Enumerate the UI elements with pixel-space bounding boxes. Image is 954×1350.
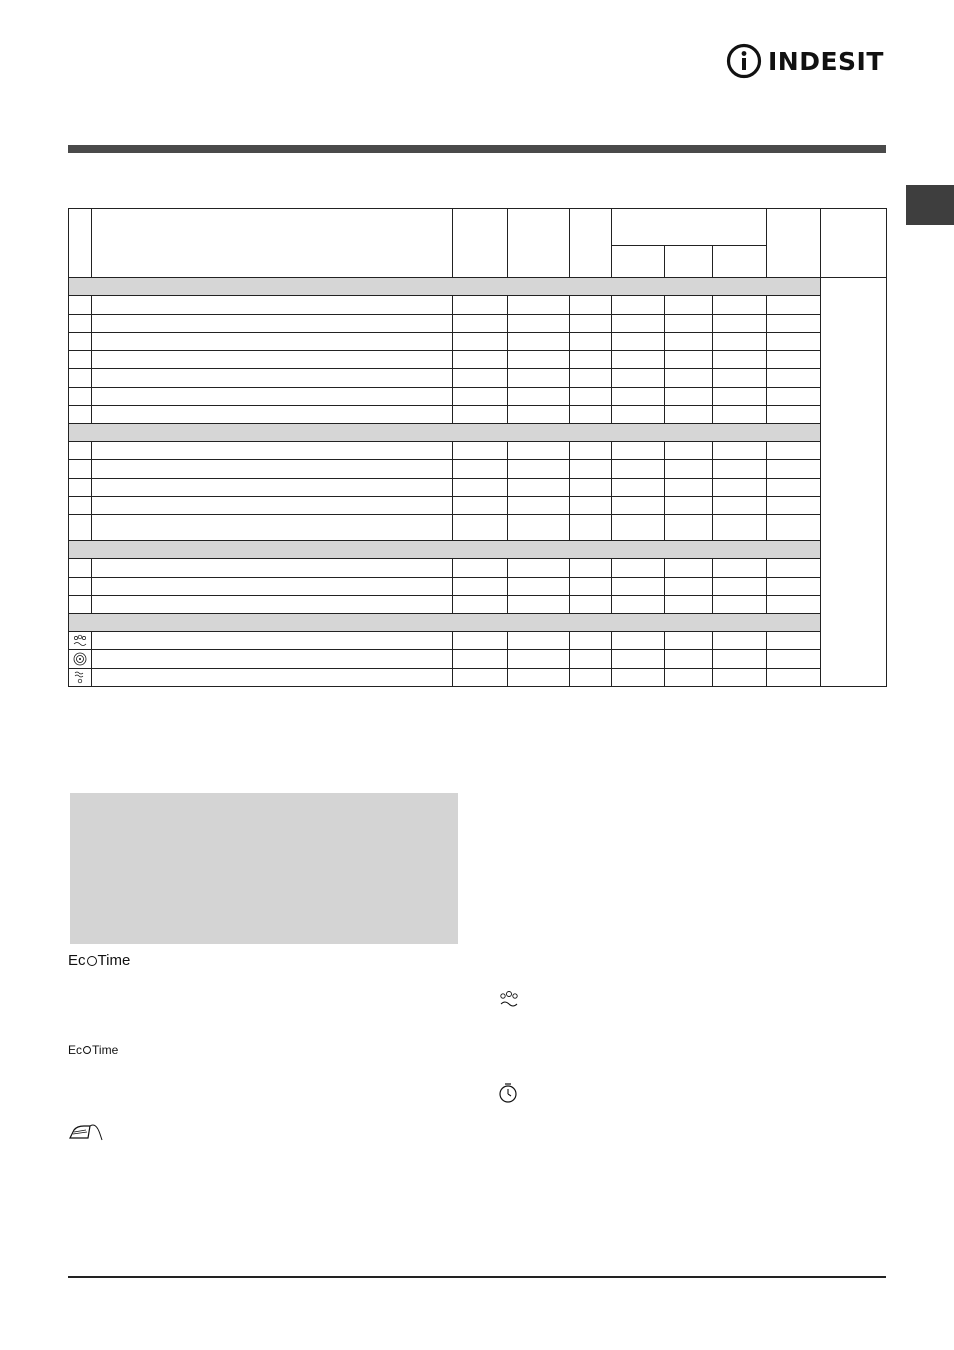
header-cell-programme xyxy=(92,209,453,278)
table-cell xyxy=(92,387,453,405)
table-cell xyxy=(570,632,612,650)
ecotime-small-tail: Time xyxy=(92,1043,119,1057)
row-icon-cell xyxy=(69,351,92,369)
table-cell xyxy=(453,577,508,595)
table-cell xyxy=(92,405,453,423)
table-cell xyxy=(665,632,713,650)
ecotime-logo xyxy=(68,952,130,969)
row-icon-cell xyxy=(69,460,92,478)
row-icon-cell xyxy=(69,496,92,514)
table-cell xyxy=(508,577,570,595)
table-cell xyxy=(665,314,713,332)
ecotime-small-circle-icon xyxy=(83,1046,91,1054)
table-cell xyxy=(713,577,767,595)
table-cell xyxy=(767,668,821,686)
table-cell xyxy=(665,387,713,405)
table-cell xyxy=(508,595,570,613)
table-cell xyxy=(612,369,665,387)
steam-icon xyxy=(69,670,91,684)
table-cell xyxy=(767,332,821,350)
table-row xyxy=(69,632,887,650)
table-cell xyxy=(508,442,570,460)
table-cell xyxy=(612,595,665,613)
stain-removal-icon xyxy=(69,634,91,648)
table-row xyxy=(69,369,887,387)
table-cell xyxy=(665,650,713,668)
section-band xyxy=(69,541,821,559)
table-row xyxy=(69,460,887,478)
table-cell xyxy=(508,478,570,496)
section-band xyxy=(69,614,821,632)
header-cell-icon xyxy=(69,209,92,278)
table-cell xyxy=(612,387,665,405)
table-row xyxy=(69,332,887,350)
table-cell xyxy=(92,496,453,514)
table-cell xyxy=(713,515,767,541)
table-cell xyxy=(92,559,453,577)
row-icon-cell xyxy=(69,650,92,668)
section-band xyxy=(69,278,821,296)
table-cell xyxy=(92,515,453,541)
table-cell xyxy=(612,650,665,668)
table-cell xyxy=(508,650,570,668)
table-cell xyxy=(665,460,713,478)
table-cell xyxy=(767,650,821,668)
table-cell xyxy=(92,478,453,496)
table-cell xyxy=(92,595,453,613)
table-cell xyxy=(612,632,665,650)
table-cell xyxy=(612,296,665,314)
table-cell xyxy=(453,632,508,650)
table-cell xyxy=(508,314,570,332)
table-cell xyxy=(570,351,612,369)
table-cell xyxy=(570,515,612,541)
table-cell xyxy=(713,332,767,350)
table-cell xyxy=(612,577,665,595)
table-cell xyxy=(570,496,612,514)
table-cell xyxy=(767,387,821,405)
table-cell xyxy=(453,650,508,668)
table-cell xyxy=(612,351,665,369)
header-cell-spin xyxy=(508,209,570,278)
table-cell xyxy=(570,460,612,478)
row-icon-cell xyxy=(69,595,92,613)
table-cell xyxy=(570,296,612,314)
table-cell xyxy=(665,405,713,423)
table-cell xyxy=(453,296,508,314)
language-tab xyxy=(906,185,954,225)
table-row xyxy=(69,595,887,613)
row-icon-cell xyxy=(69,632,92,650)
ecotime-small-head: Ec xyxy=(68,1043,83,1057)
table-row xyxy=(69,668,887,686)
table-row xyxy=(69,296,887,314)
row-icon-cell xyxy=(69,332,92,350)
table-cell xyxy=(92,460,453,478)
table-cell xyxy=(508,632,570,650)
table-cell xyxy=(508,460,570,478)
header-rule xyxy=(68,145,886,153)
header-cell-duration xyxy=(767,209,821,278)
table-cell xyxy=(92,314,453,332)
table-cell xyxy=(612,332,665,350)
table-cell xyxy=(767,314,821,332)
table-cell xyxy=(612,314,665,332)
table-cell xyxy=(508,369,570,387)
table-cell xyxy=(665,369,713,387)
table-cell xyxy=(665,351,713,369)
row-icon-cell xyxy=(69,369,92,387)
indesit-logo-mark-icon xyxy=(726,43,762,79)
table-cell xyxy=(508,351,570,369)
iron-icon xyxy=(68,1120,104,1142)
table-cell xyxy=(508,515,570,541)
table-cell xyxy=(453,442,508,460)
table-cell xyxy=(612,460,665,478)
table-cell xyxy=(508,387,570,405)
table-cell xyxy=(570,595,612,613)
table-cell xyxy=(767,559,821,577)
table-cell xyxy=(570,442,612,460)
row-icon-cell xyxy=(69,668,92,686)
header-subcell xyxy=(713,246,767,278)
table-cell xyxy=(767,460,821,478)
table-cell xyxy=(453,351,508,369)
table-cell xyxy=(92,632,453,650)
ecotime-circle-icon xyxy=(87,956,97,966)
table-cell xyxy=(92,332,453,350)
table-cell xyxy=(713,442,767,460)
table-cell xyxy=(713,650,767,668)
table-cell xyxy=(713,351,767,369)
table-cell xyxy=(665,496,713,514)
table-cell xyxy=(713,668,767,686)
table-row xyxy=(69,650,887,668)
table-cell xyxy=(453,387,508,405)
table-cell xyxy=(767,442,821,460)
row-icon-cell xyxy=(69,442,92,460)
table-cell xyxy=(767,405,821,423)
table-cell xyxy=(612,442,665,460)
table-cell xyxy=(665,442,713,460)
table-cell xyxy=(508,296,570,314)
table-cell xyxy=(92,650,453,668)
table-cell xyxy=(767,296,821,314)
table-row xyxy=(69,496,887,514)
table-cell xyxy=(713,632,767,650)
table-cell xyxy=(453,478,508,496)
table-cell xyxy=(570,650,612,668)
spin-cycle-icon xyxy=(69,652,91,666)
table-cell xyxy=(570,577,612,595)
table-cell xyxy=(713,559,767,577)
table-cell xyxy=(508,559,570,577)
table-cell xyxy=(570,405,612,423)
table-cell xyxy=(570,559,612,577)
table-cell xyxy=(570,387,612,405)
table-cell xyxy=(665,332,713,350)
table-cell xyxy=(767,595,821,613)
table-cell xyxy=(453,332,508,350)
table-cell xyxy=(767,478,821,496)
table-cell xyxy=(508,496,570,514)
brand-name: INDESIT xyxy=(768,46,884,76)
table-cell xyxy=(767,369,821,387)
section-band-row xyxy=(69,424,887,442)
table-cell xyxy=(665,296,713,314)
table-cell xyxy=(713,405,767,423)
header-subcell xyxy=(612,246,665,278)
timer-icon xyxy=(497,1082,519,1104)
table-cell xyxy=(665,559,713,577)
table-cell xyxy=(767,577,821,595)
ecotime-logo-small xyxy=(68,1043,118,1057)
table-cell xyxy=(92,577,453,595)
table-cell xyxy=(92,668,453,686)
table-cell xyxy=(453,515,508,541)
stain-removal-icon xyxy=(497,990,521,1010)
table-cell xyxy=(508,332,570,350)
table-cell xyxy=(570,478,612,496)
table-cell xyxy=(453,314,508,332)
table-cell xyxy=(612,515,665,541)
table-row xyxy=(69,559,887,577)
table-row xyxy=(69,405,887,423)
table-cell xyxy=(570,668,612,686)
table-cell xyxy=(92,369,453,387)
table-cell xyxy=(665,595,713,613)
table-row xyxy=(69,478,887,496)
table-cell xyxy=(570,332,612,350)
table-cell xyxy=(665,478,713,496)
table-row xyxy=(69,387,887,405)
table-cell xyxy=(92,351,453,369)
footer-rule xyxy=(68,1276,886,1278)
row-icon-cell xyxy=(69,387,92,405)
programme-table xyxy=(68,208,887,687)
detergent-column-cell xyxy=(821,278,887,687)
row-icon-cell xyxy=(69,515,92,541)
header-subcell xyxy=(665,246,713,278)
table-cell xyxy=(713,496,767,514)
table-cell xyxy=(92,442,453,460)
table-cell xyxy=(453,369,508,387)
table-cell xyxy=(508,668,570,686)
row-icon-cell xyxy=(69,296,92,314)
table-cell xyxy=(665,577,713,595)
table-cell xyxy=(453,559,508,577)
table-row xyxy=(69,351,887,369)
table-cell xyxy=(713,595,767,613)
table-cell xyxy=(767,351,821,369)
table-cell xyxy=(713,460,767,478)
table-cell xyxy=(713,314,767,332)
table-cell xyxy=(713,296,767,314)
table-cell xyxy=(665,515,713,541)
table-cell xyxy=(612,668,665,686)
table-cell xyxy=(767,632,821,650)
table-cell xyxy=(92,296,453,314)
ecotime-label-head: Ec xyxy=(68,952,86,969)
section-band-row xyxy=(69,541,887,559)
section-band-row xyxy=(69,278,887,296)
table-cell xyxy=(612,405,665,423)
table-cell xyxy=(713,387,767,405)
table-cell xyxy=(453,595,508,613)
table-cell xyxy=(453,460,508,478)
table-cell xyxy=(665,668,713,686)
ecotime-label-tail: Time xyxy=(97,952,131,969)
table-cell xyxy=(570,369,612,387)
table-cell xyxy=(453,496,508,514)
table-row xyxy=(69,442,887,460)
table-cell xyxy=(612,478,665,496)
table-cell xyxy=(508,405,570,423)
row-icon-cell xyxy=(69,478,92,496)
table-cell xyxy=(713,478,767,496)
table-cell xyxy=(570,314,612,332)
row-icon-cell xyxy=(69,559,92,577)
table-cell xyxy=(612,496,665,514)
header-cell-load xyxy=(570,209,612,278)
table-header-row xyxy=(69,209,887,246)
table-row xyxy=(69,577,887,595)
table-cell xyxy=(713,369,767,387)
table-cell xyxy=(767,496,821,514)
indesit-logo xyxy=(726,40,888,82)
row-icon-cell xyxy=(69,577,92,595)
note-box xyxy=(70,793,458,944)
section-band xyxy=(69,424,821,442)
row-icon-cell xyxy=(69,405,92,423)
table-row xyxy=(69,314,887,332)
section-band-row xyxy=(69,614,887,632)
table-cell xyxy=(453,668,508,686)
header-cell-temp xyxy=(453,209,508,278)
table-cell xyxy=(612,559,665,577)
header-cell-consumption-group xyxy=(612,209,767,246)
table-cell xyxy=(453,405,508,423)
header-cell-detergent xyxy=(821,209,887,278)
row-icon-cell xyxy=(69,314,92,332)
table-row xyxy=(69,515,887,541)
table-cell xyxy=(767,515,821,541)
